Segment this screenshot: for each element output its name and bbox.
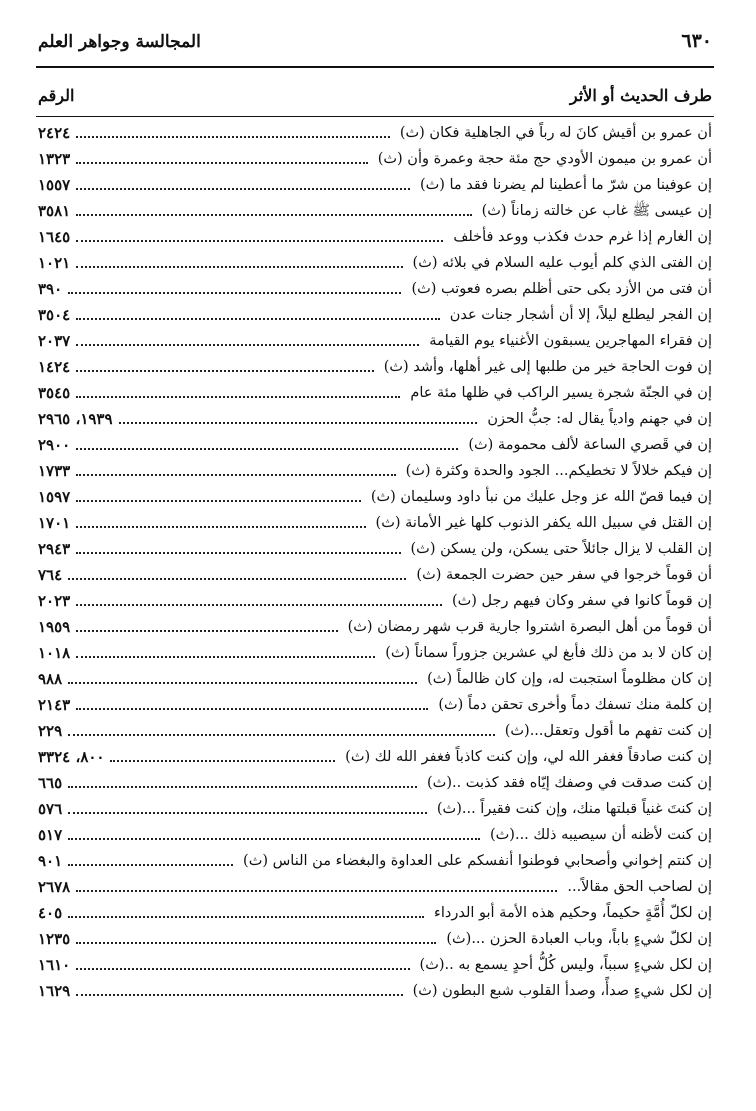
entry-number: ١٩٥٩: [38, 618, 71, 636]
index-entry: [38, 536, 712, 562]
dot-leader: [76, 474, 395, 476]
dot-leader: [76, 240, 443, 242]
entry-number: ١٢٣٥: [38, 930, 71, 948]
index-entry: [38, 510, 712, 536]
entry-text: إن الغارم إذا غرم حدث فكذب ووعد فأخلف: [453, 229, 712, 245]
entry-text: إن في جهنم وادياً يقال له: جبُّ الحزن: [487, 411, 712, 427]
index-entry: [38, 900, 712, 926]
entry-text: إن لكلّ أُمَّةٍ حكيماً، وحكيم هذه الأمة أبو الدرداء: [434, 905, 712, 921]
entry-number: ١٧٣٣: [38, 462, 71, 480]
dot-leader: [68, 838, 480, 840]
entry-number: ٥١٧: [38, 826, 63, 844]
entry-text: أن قوماً من أهل البصرة اشتروا جارية قرب شهر رمضان (ث): [347, 619, 712, 635]
index-entry: [38, 952, 712, 978]
dot-leader: [76, 396, 400, 398]
dot-leader: [68, 786, 417, 788]
dot-leader: [76, 604, 442, 606]
dot-leader: [76, 526, 365, 528]
entry-number: ٢٩٤٣: [38, 540, 71, 558]
dot-leader: [76, 448, 458, 450]
entry-number: ٧٦٤: [38, 566, 63, 584]
entry-number: ٦٦٥: [38, 774, 63, 792]
entry-text: إن كان لا بد من ذلك فأبغ لي عشرين جزوراً سماناً (ث): [385, 645, 712, 661]
dot-leader: [76, 266, 402, 268]
entry-number: ٢٦٧٨: [38, 878, 71, 896]
index-entry: [38, 770, 712, 796]
entry-number: ٣٥٨١: [38, 202, 71, 220]
index-entry: [38, 406, 712, 432]
entry-text: إن لكلّ شيءٍ باباً، وباب العبادة الحزن ...(ث): [446, 931, 712, 947]
dot-leader: [76, 344, 419, 346]
entry-number: ١٠٢١: [38, 254, 71, 272]
entry-text: إن كنت تفهم ما أقول وتعقل...(ث): [504, 723, 712, 739]
entry-text: إن في الجنّة شجرة يسير الراكب في ظلها مئة عام: [410, 385, 712, 401]
entry-text: إن فيكم خلالاً لا تخطيكم... الجود والحدة وكثرة (ث): [405, 463, 712, 479]
dot-leader: [68, 916, 424, 918]
entry-number: ١٧٠١: [38, 514, 71, 532]
entry-text: إن فقراء المهاجرين يسبقون الأغنياء يوم القيامة: [429, 333, 712, 349]
entry-number: ٨٠٠، ٣٣٢٤: [38, 748, 105, 766]
index-entry: [38, 796, 712, 822]
entry-text: إن القتل في سبيل الله يكفر الذنوب كلها غير الأمانة (ث): [375, 515, 712, 531]
entry-number: ١٦٤٥: [38, 228, 71, 246]
entry-text: إن لكل شيءٍ صدأً، وصدأ القلوب شبع البطون (ث): [412, 983, 712, 999]
index-entry: [38, 718, 712, 744]
dot-leader: [68, 734, 495, 736]
running-head: [38, 30, 712, 60]
page-number: ٦٣٠: [681, 30, 712, 52]
index-entry: [38, 692, 712, 718]
column-heading-rule: [36, 116, 714, 117]
entry-number: ١٤٢٤: [38, 358, 71, 376]
entry-text: إن القلب لا يزال جائلاً حتى يسكن، ولن يسكن (ث): [410, 541, 712, 557]
entry-text: إن الفجر ليطلع ليلاً، إلا أن أشجار جنات عدن: [449, 307, 712, 323]
entry-number: ١٥٥٧: [38, 176, 71, 194]
index-entry: [38, 744, 712, 770]
entry-number: ٢٠٢٣: [38, 592, 71, 610]
index-entry: [38, 146, 712, 172]
entry-number: ١٣٢٣: [38, 150, 71, 168]
index-entries: [38, 120, 712, 1080]
dot-leader: [76, 188, 410, 190]
entry-number: ١٦٢٩: [38, 982, 71, 1000]
dot-leader: [68, 292, 401, 294]
dot-leader: [76, 890, 557, 892]
entry-number: ٢٠٣٧: [38, 332, 71, 350]
entry-text: أن عمرو بن أقيش كانَ له رباً في الجاهلية فكان (ث): [399, 125, 712, 141]
index-entry: [38, 120, 712, 146]
dot-leader: [68, 812, 427, 814]
entry-text: إن لصاحب الحق مقالاً...: [567, 879, 712, 895]
index-entry: [38, 614, 712, 640]
entry-number: ٤٠٥: [38, 904, 63, 922]
entry-number: ٢٩٠٠: [38, 436, 71, 454]
dot-leader: [76, 968, 409, 970]
index-entry: [38, 328, 712, 354]
dot-leader: [76, 370, 373, 372]
entry-number: ١٩٣٩، ٢٩٦٥: [38, 410, 113, 428]
index-entry: [38, 562, 712, 588]
index-entry: [38, 276, 712, 302]
dot-leader: [119, 422, 478, 424]
dot-leader: [76, 162, 368, 164]
index-entry: [38, 172, 712, 198]
dot-leader: [76, 656, 375, 658]
entry-text: إن في قَصري الساعة لألف محمومة (ث): [468, 437, 712, 453]
entry-text: إن الفتى الذي كلم أيوب عليه السلام في بلائه (ث): [412, 255, 712, 271]
index-entry: [38, 380, 712, 406]
dot-leader: [68, 578, 406, 580]
entry-number: ٢١٤٣: [38, 696, 71, 714]
index-entry: [38, 666, 712, 692]
entry-number: ٣٩٠: [38, 280, 63, 298]
entry-text: إن كنت لأظنه أن سيصيبه ذلك ...(ث): [490, 827, 712, 843]
entry-number: ٢٤٢٤: [38, 124, 71, 142]
entry-text: إن كلمة منك تسفك دماً وأخرى تحقن دماً (ث): [438, 697, 712, 713]
entry-text: أن فتى من الأزد بكى حتى أظلم بصره فعوتب (ث): [411, 281, 712, 297]
dot-leader: [76, 708, 428, 710]
dot-leader: [76, 552, 400, 554]
entry-text: إن كنتم إخواني وأصحابي فوطنوا أنفسكم على العداوة والبغضاء من الناس (ث): [243, 853, 712, 869]
entry-number: ٢٢٩: [38, 722, 63, 740]
entry-text: إن كنتَ غنياً قبلتها منك، وإن كنت فقيراً ...(ث): [436, 801, 712, 817]
header-rule: [36, 66, 714, 68]
entry-text: إن عوفينا من شرّ ما أعطينا لم يضرنا فقد ما (ث): [419, 177, 712, 193]
dot-leader: [76, 214, 471, 216]
number-column-heading: الرقم: [38, 86, 75, 105]
entry-text: إن كان مظلوماً استجبت له، وإن كان ظالماً (ث): [427, 671, 712, 687]
entry-number: ٣٥٠٤: [38, 306, 71, 324]
dot-leader: [76, 500, 361, 502]
entry-number: ٩٨٨: [38, 670, 63, 688]
index-entry: [38, 250, 712, 276]
entry-number: ٥٧٦: [38, 800, 63, 818]
dot-leader: [68, 864, 233, 866]
index-entry: [38, 926, 712, 952]
index-entry: [38, 432, 712, 458]
index-entry: [38, 978, 712, 1004]
index-entry: [38, 458, 712, 484]
dot-leader: [76, 942, 436, 944]
dot-leader: [68, 682, 417, 684]
entry-text: إن كنت صادقاً فغفر الله لي، وإن كنت كاذباً فغفر الله لك (ث): [345, 749, 712, 765]
dot-leader: [110, 760, 335, 762]
dot-leader: [76, 630, 337, 632]
entry-number: ٣٥٤٥: [38, 384, 71, 402]
entry-number: ٩٠١: [38, 852, 63, 870]
book-title: المجالسة وجواهر العلم: [38, 32, 201, 52]
index-entry: [38, 224, 712, 250]
entry-text: إن قوماً كانوا في سفر وكان فيهم رجل (ث): [451, 593, 712, 609]
entry-text: إن فوت الحاجة خير من طلبها إلى غير أهلها، وأشد (ث): [383, 359, 712, 375]
index-entry: [38, 822, 712, 848]
entry-text: إن عيسى ﷺ غاب عن خالته زماناً (ث): [481, 203, 712, 219]
dot-leader: [76, 136, 390, 138]
dot-leader: [76, 318, 439, 320]
index-entry: [38, 848, 712, 874]
entry-number: ١٥٩٧: [38, 488, 71, 506]
entry-number: ١٦١٠: [38, 956, 71, 974]
entry-text: إن فيما قصّ الله عز وجل عليك من نبأ داود وسليمان (ث): [370, 489, 712, 505]
entry-text: إن لكل شيءٍ سبباً، وليس كُلُّ أحدٍ يسمع به ..(ث): [419, 957, 712, 973]
index-entry: [38, 484, 712, 510]
index-entry: [38, 198, 712, 224]
entry-text: أن قوماً خرجوا في سفر حين حضرت الجمعة (ث): [416, 567, 712, 583]
index-entry: [38, 588, 712, 614]
index-entry: [38, 354, 712, 380]
column-headings: [38, 86, 712, 114]
entry-text: أن عمرو بن ميمون الأودي حج مئة حجة وعمرة وأن (ث): [377, 151, 712, 167]
dot-leader: [76, 994, 402, 996]
index-entry: [38, 302, 712, 328]
entry-text: إن كنت صدقت في وصفك إيّاه فقد كذبت ..(ث): [427, 775, 712, 791]
text-column-heading: طرف الحديث أو الأثر: [569, 86, 712, 105]
index-entry: [38, 640, 712, 666]
index-entry: [38, 874, 712, 900]
entry-number: ١٠١٨: [38, 644, 71, 662]
